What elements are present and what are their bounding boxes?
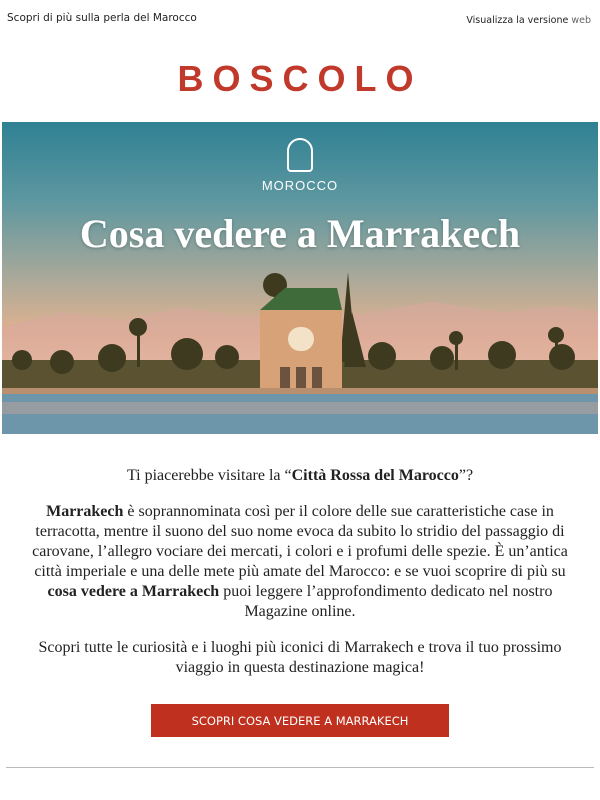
view-web-version[interactable] <box>466 15 591 26</box>
paragraph-cta-text: Scopri tutte le curiosità e i luoghi più iconici di Marrakech e trova il tuo prossimo viaggio in questa destinazione magica! <box>38 639 562 676</box>
hero-image[interactable] <box>2 122 598 434</box>
discover-marrakech-button[interactable]: SCOPRI COSA VEDERE A MARRAKECH <box>151 704 449 737</box>
divider <box>6 767 594 768</box>
view-web-link[interactable]: web <box>571 15 591 26</box>
morocco-emblem-icon <box>287 138 313 172</box>
p1-text-a: è soprannominata così per il colore delle sue caratteristiche case in terracotta, mentre il suono del suo nome evoca da subito lo stridio del passaggio di carovane, l’allegro vociare dei mercati, i colori e i profumi delle spezie. È un’antica città imperiale e una delle mete più amate del Marocco: e se vuoi scoprire di più su <box>32 503 568 580</box>
p1-text-b: puoi leggere l’approfondimento dedicato nel nostro Magazine online. <box>219 583 553 620</box>
morocco-badge-text: MOROCCO <box>261 178 339 193</box>
p1-bold-link: cosa vedere a Marrakech <box>47 583 220 600</box>
view-web-prefix: Visualizza la versione <box>466 15 569 26</box>
intro-question <box>30 466 570 486</box>
morocco-badge <box>2 138 598 193</box>
preheader-text: Scopri di più sulla perla del Marocco <box>7 12 197 24</box>
content-body <box>30 466 570 694</box>
hero-title: Cosa vedere a Marrakech <box>79 211 521 256</box>
p1-bold: Marrakech <box>46 503 124 520</box>
intro-suffix: ”? <box>458 467 474 484</box>
boscolo-logo[interactable]: BOSCOLO <box>177 58 423 99</box>
intro-prefix: Ti piacerebbe visitare la “ <box>126 467 292 484</box>
intro-bold: Città Rossa del Marocco <box>291 467 459 484</box>
paragraph-description <box>30 502 570 622</box>
